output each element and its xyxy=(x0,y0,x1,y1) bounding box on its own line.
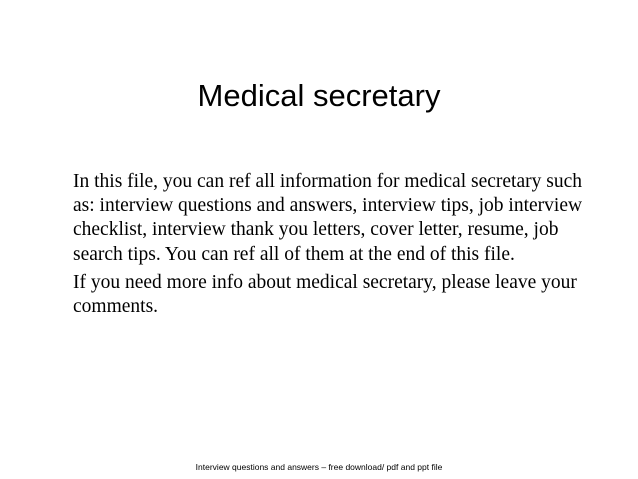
body-paragraph-request: If you need more info about medical secretary, please leave your comments. xyxy=(73,271,577,318)
body-paragraph-intro: In this file, you can ref all information for medical secretary such as: interview questions and answers, interview tips, job interview checklist, interview thank you letters, cover letter, resume, job search tips. You can ref all of them at the end of this file. xyxy=(73,171,583,265)
slide-title: Medical secretary xyxy=(197,78,441,113)
slide-footer: Interview questions and answers – free download/ pdf and ppt file xyxy=(195,462,443,472)
slide-body xyxy=(73,170,603,323)
